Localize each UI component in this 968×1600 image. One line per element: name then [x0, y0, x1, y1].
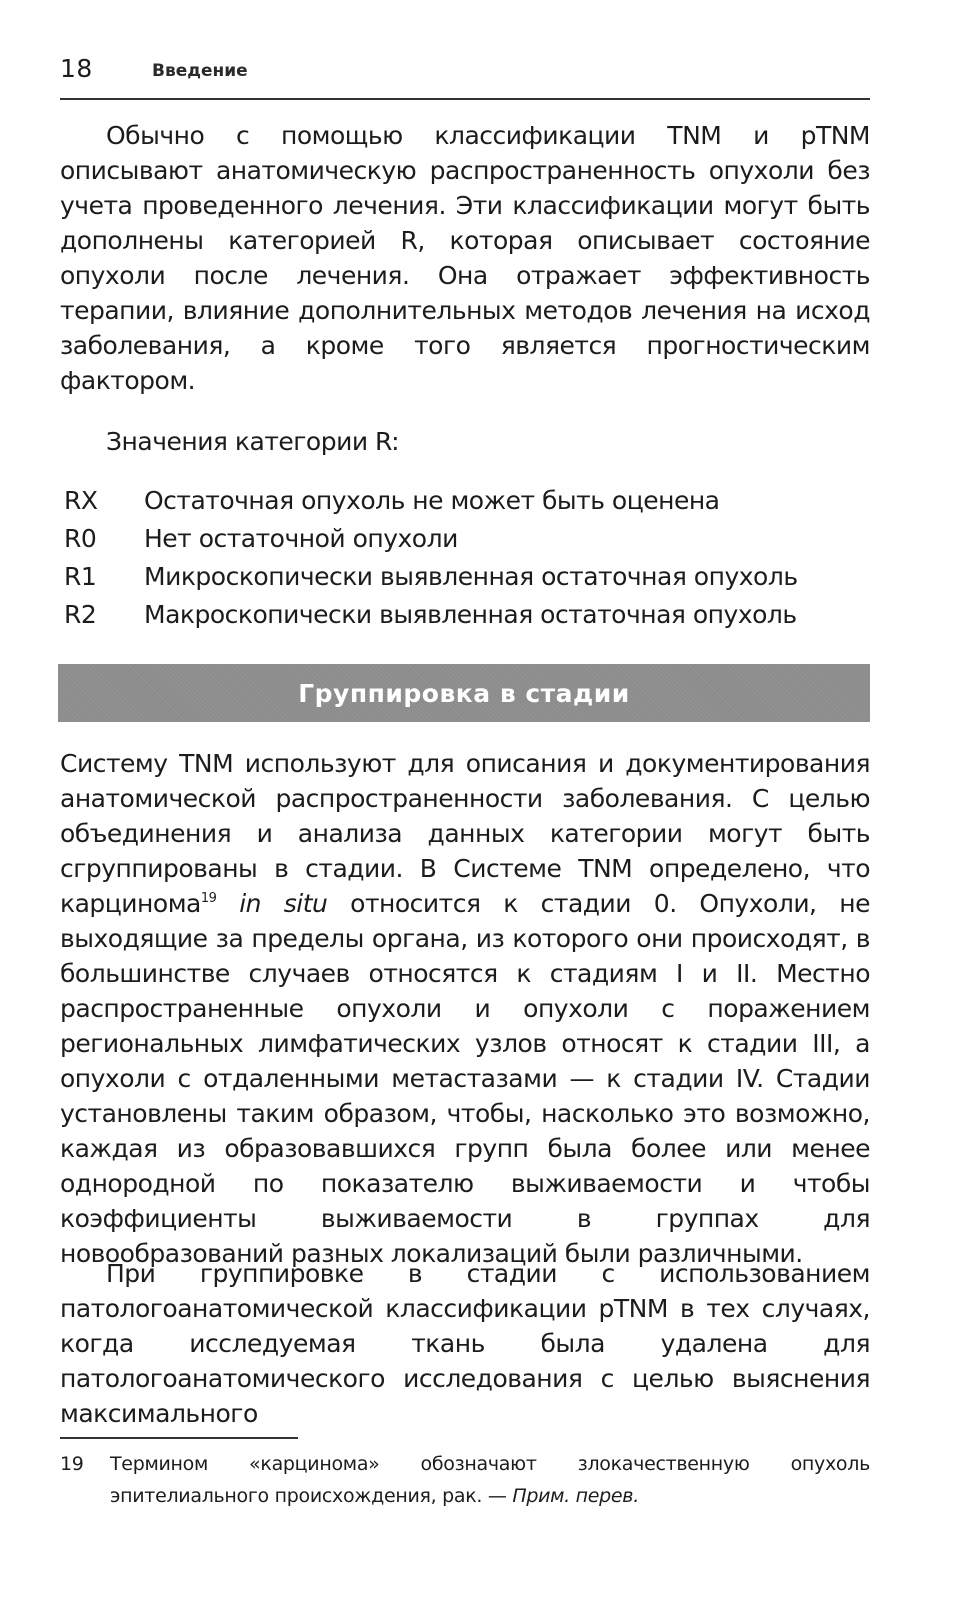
- running-head-title: Введение: [152, 61, 248, 81]
- r-code: R1: [64, 562, 97, 591]
- footnote-number: 19: [60, 1453, 84, 1475]
- r-code: R0: [64, 524, 97, 553]
- r-code: RX: [64, 486, 98, 515]
- running-header: [60, 52, 870, 100]
- r-description: Макроскопически выявленная остаточная опухоль: [144, 600, 797, 629]
- section-heading-bar: [58, 664, 870, 722]
- list-item: [64, 558, 870, 596]
- paragraph-3: При группировке в стадии с использованием патологоанатомической классификации pTNM в тех случаях, когда исследуемая ткань была удалена для патологоанатомического исследования с целью выяснения максимального: [60, 1259, 870, 1428]
- r-description: Микроскопически выявленная остаточная опухоль: [144, 562, 798, 591]
- translator-note: Прим. перев.: [512, 1485, 639, 1507]
- footnote-ref: 19: [200, 891, 217, 906]
- paragraph-2-part2: относится к стадии 0. Опухоли, не выходящие за пределы органа, из которого они происходят, в большинстве случаев относятся к стадиям I и II. Местно распространенные опухоли и опухоли с поражением региональных лимфатических узлов относят к стадии III, а опухоли с отдаленными метастазами — к стадии IV. Стадии установлены таким образом, чтобы, насколько это возможно, каждая из образовавшихся групп была более или менее однородной по показателю выживаемости и чтобы коэффициенты выживаемости в группах для новообразований разных локализаций были различными.: [60, 889, 871, 1268]
- r-description: Остаточная опухоль не может быть оценена: [144, 486, 720, 515]
- footnote: [60, 1448, 870, 1512]
- paragraph-2-part1: Систему TNM используют для описания и документирования анатомической распространенности заболевания. С целью объединения и анализа данных категории могут быть сгруппированы в стадии. В Системе TNM определено, что карцинома: [60, 749, 870, 918]
- list-item: [64, 596, 870, 634]
- section-title: Группировка в стадии: [298, 678, 630, 708]
- paragraph-1: Обычно с помощью классификации TNM и pTNM описывают анатомическую распространенность опухоли без учета проведенного лечения. Эти классификации могут быть дополнены категорией R, которая описывает состояние опухоли после лечения. Она отражает эффективность терапии, влияние дополнительных методов лечения на исход заболевания, а кроме того является прогностическим фактором.: [60, 121, 870, 395]
- paragraph-2: [60, 746, 870, 1271]
- italic-term: in situ: [239, 889, 328, 918]
- page-number: 18: [60, 54, 93, 83]
- footnote-text: Термином «карцинома» обозначают злокачественную опухоль эпителиального происхождения, рак. —: [110, 1453, 870, 1507]
- r-category-list: [64, 482, 870, 634]
- list-item: [64, 482, 870, 520]
- r-category-intro: Значения категории R:: [106, 427, 400, 456]
- footnote-divider: [60, 1437, 298, 1439]
- list-item: [64, 520, 870, 558]
- footnote-body: [110, 1448, 870, 1512]
- r-code: R2: [64, 600, 97, 629]
- r-description: Нет остаточной опухоли: [144, 524, 458, 553]
